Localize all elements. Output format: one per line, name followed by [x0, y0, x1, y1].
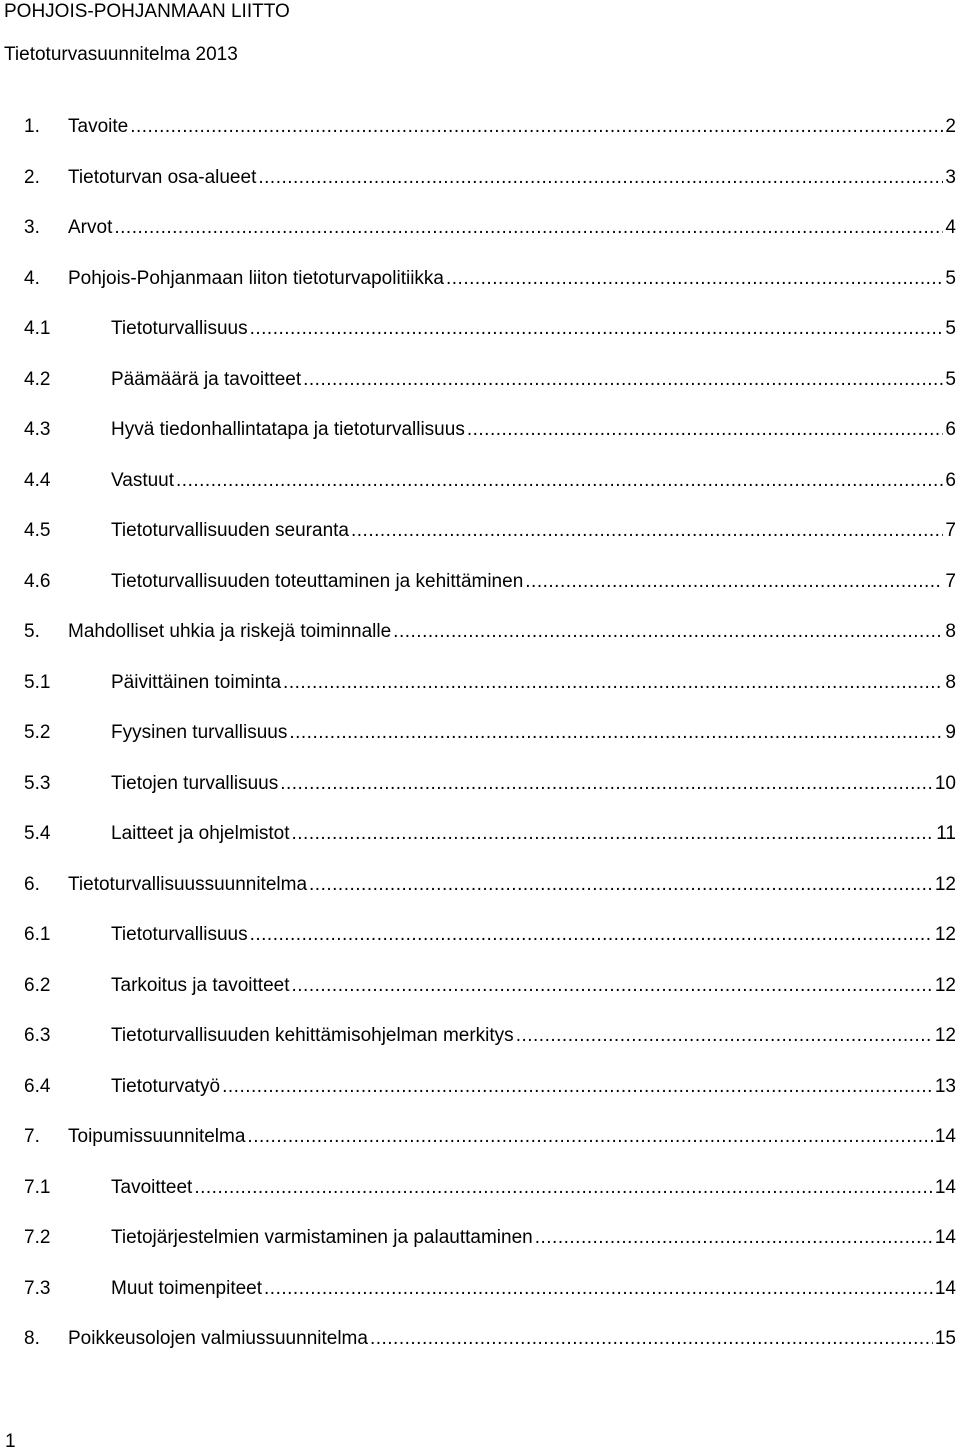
toc-entry-line	[111, 1277, 956, 1301]
toc-entry-number: 5.2	[24, 722, 51, 743]
toc-entry[interactable]	[0, 1024, 960, 1075]
toc-entry-page: 15	[934, 1328, 956, 1349]
toc-dot-leader	[292, 822, 935, 846]
toc-dot-leader	[250, 923, 933, 947]
toc-dot-leader	[467, 418, 944, 442]
toc-dot-leader	[303, 368, 943, 392]
toc-entry-page: 14	[934, 1176, 956, 1198]
toc-entry-page: 12	[934, 974, 956, 996]
toc-entry-page: 6	[945, 419, 956, 440]
toc-dot-leader	[250, 317, 944, 341]
toc-entry-title[interactable]: Toipumissuunnitelma	[68, 1126, 246, 1147]
toc-entry-number: 4.4	[24, 469, 51, 491]
toc-entry-title[interactable]: Tietoturvallisuuden toteuttaminen ja kehittäminen	[111, 570, 524, 592]
toc-entry-number: 2.	[24, 166, 40, 188]
toc-entry[interactable]	[0, 1226, 960, 1277]
toc-entry-title[interactable]: Hyvä tiedonhallintatapa ja tietoturvallisuus	[111, 419, 465, 440]
toc-entry-line	[111, 570, 956, 594]
table-of-contents	[0, 115, 960, 1378]
toc-entry-line	[111, 721, 956, 745]
toc-entry-line	[68, 620, 956, 644]
toc-dot-leader	[283, 671, 943, 695]
toc-entry-line	[68, 115, 956, 139]
toc-entry-number: 5.3	[24, 772, 51, 794]
toc-entry-page: 3	[945, 166, 956, 188]
toc-entry-title[interactable]: Tietoturvallisuus	[111, 924, 248, 945]
toc-entry-page: 14	[934, 1227, 956, 1248]
toc-entry-page: 10	[934, 772, 956, 794]
toc-entry-line	[68, 166, 956, 190]
toc-entry-number: 6.1	[24, 924, 51, 945]
toc-entry-line	[68, 873, 956, 897]
toc-entry-number: 4.1	[24, 318, 51, 339]
toc-entry[interactable]	[0, 469, 960, 520]
toc-dot-leader	[176, 469, 943, 493]
toc-entry-title[interactable]: Vastuut	[111, 469, 175, 491]
toc-entry-page: 5	[945, 267, 956, 289]
toc-entry[interactable]	[0, 166, 960, 217]
toc-dot-leader	[370, 1327, 933, 1351]
toc-entry-number: 4.3	[24, 419, 51, 440]
toc-entry[interactable]	[0, 317, 960, 368]
toc-entry-page: 5	[945, 318, 956, 339]
toc-entry-title[interactable]: Päivittäinen toiminta	[111, 671, 282, 693]
toc-dot-leader	[289, 721, 943, 745]
toc-entry-line	[68, 216, 956, 240]
toc-entry-number: 4.5	[24, 520, 51, 541]
document-title: Tietoturvasuunnitelma 2013	[4, 44, 238, 65]
toc-entry-line	[111, 469, 956, 493]
toc-dot-leader	[525, 570, 943, 594]
toc-dot-leader	[194, 1176, 933, 1200]
toc-entry-page: 13	[934, 1075, 956, 1097]
toc-entry-page: 12	[934, 873, 956, 895]
toc-entry-page: 14	[934, 1126, 956, 1147]
toc-dot-leader	[309, 873, 933, 897]
toc-entry[interactable]	[0, 721, 960, 772]
toc-dot-leader	[280, 772, 933, 796]
toc-entry-line	[68, 1125, 956, 1149]
toc-dot-leader	[130, 115, 943, 139]
toc-entry-title[interactable]: Tarkoitus ja tavoitteet	[111, 974, 290, 996]
toc-entry-title[interactable]: Poikkeusolojen valmiussuunnitelma	[68, 1328, 368, 1349]
toc-entry-line	[111, 368, 956, 392]
toc-dot-leader	[247, 1125, 932, 1149]
toc-entry[interactable]	[0, 1125, 960, 1176]
toc-entry-title[interactable]: Fyysinen turvallisuus	[111, 722, 288, 743]
toc-entry[interactable]	[0, 1277, 960, 1328]
toc-entry-line	[111, 418, 956, 442]
toc-entry[interactable]	[0, 974, 960, 1025]
toc-entry[interactable]	[0, 620, 960, 671]
toc-dot-leader	[535, 1226, 933, 1250]
toc-entry-page: 9	[945, 722, 956, 743]
toc-dot-leader	[222, 1075, 933, 1099]
toc-entry-page: 5	[945, 368, 956, 390]
toc-entry[interactable]	[0, 267, 960, 318]
toc-entry-number: 4.	[24, 267, 40, 289]
toc-entry-number: 3.	[24, 217, 40, 238]
toc-entry[interactable]	[0, 1327, 960, 1378]
toc-entry-number: 5.	[24, 621, 40, 642]
toc-entry-page: 7	[945, 520, 956, 541]
toc-entry[interactable]	[0, 671, 960, 722]
toc-entry-page: 6	[945, 469, 956, 491]
page-number: 1	[5, 1431, 16, 1452]
toc-entry-line	[111, 671, 956, 695]
toc-entry-number: 7.	[24, 1126, 40, 1147]
toc-entry-page: 7	[945, 570, 956, 592]
toc-entry-title[interactable]: Tietoturvallisuussuunnitelma	[68, 873, 308, 895]
toc-entry-number: 6.2	[24, 974, 51, 996]
toc-dot-leader	[351, 519, 943, 543]
toc-entry-number: 6.3	[24, 1025, 51, 1046]
toc-entry-line	[111, 1226, 956, 1250]
toc-entry-line	[111, 974, 956, 998]
toc-entry-number: 6.4	[24, 1075, 51, 1097]
toc-entry-page: 12	[934, 924, 956, 945]
toc-entry-line	[111, 519, 956, 543]
toc-entry[interactable]	[0, 822, 960, 873]
toc-entry-title[interactable]: Tietojen turvallisuus	[111, 772, 279, 794]
toc-entry-number: 5.4	[24, 823, 51, 844]
toc-entry-number: 1.	[24, 116, 40, 137]
toc-entry-title[interactable]: Tietojärjestelmien varmistaminen ja palauttaminen	[111, 1227, 533, 1248]
toc-entry-page: 11	[936, 823, 956, 844]
toc-dot-leader	[264, 1277, 933, 1301]
toc-dot-leader	[516, 1024, 933, 1048]
toc-entry-line	[68, 1327, 956, 1351]
toc-entry-line	[111, 822, 956, 846]
toc-entry-line	[68, 267, 956, 291]
toc-entry-title[interactable]: Tietoturvallisuuden kehittämisohjelman merkitys	[111, 1025, 514, 1046]
toc-entry-number: 7.1	[24, 1176, 51, 1198]
toc-entry-page: 2	[945, 116, 956, 137]
toc-entry-title[interactable]: Tavoitteet	[111, 1176, 193, 1198]
toc-entry[interactable]	[0, 216, 960, 267]
toc-entry-title[interactable]: Tavoite	[68, 116, 129, 137]
toc-entry-number: 4.6	[24, 570, 51, 592]
toc-entry-page: 8	[945, 671, 956, 693]
toc-dot-leader	[291, 974, 932, 998]
toc-entry[interactable]	[0, 923, 960, 974]
toc-entry[interactable]	[0, 772, 960, 823]
toc-entry-number: 7.2	[24, 1227, 51, 1248]
toc-entry-page: 12	[934, 1025, 956, 1046]
toc-entry-line	[111, 1075, 956, 1099]
toc-entry[interactable]	[0, 1176, 960, 1227]
toc-entry-number: 5.1	[24, 671, 51, 693]
toc-entry-title[interactable]: Arvot	[68, 217, 113, 238]
toc-entry[interactable]	[0, 519, 960, 570]
toc-entry[interactable]	[0, 368, 960, 419]
toc-entry-number: 8.	[24, 1328, 40, 1349]
toc-entry-title[interactable]: Tietoturvallisuus	[111, 318, 248, 339]
toc-entry-title[interactable]: Tietoturvatyö	[111, 1075, 221, 1097]
toc-entry-line	[111, 772, 956, 796]
toc-dot-leader	[258, 166, 943, 190]
toc-dot-leader	[446, 267, 943, 291]
toc-entry-line	[111, 317, 956, 341]
toc-entry-title[interactable]: Mahdolliset uhkia ja riskejä toiminnalle	[68, 621, 392, 642]
toc-entry-number: 6.	[24, 873, 40, 895]
toc-entry-title[interactable]: Muut toimenpiteet	[111, 1277, 263, 1299]
toc-entry-line	[111, 1024, 956, 1048]
toc-entry-number: 7.3	[24, 1277, 51, 1299]
toc-entry[interactable]	[0, 418, 960, 469]
toc-entry-page: 4	[945, 217, 956, 238]
organization-name: POHJOIS-POHJANMAAN LIITTO	[4, 1, 290, 22]
toc-entry-line	[111, 923, 956, 947]
toc-entry-title[interactable]: Tietoturvallisuuden seuranta	[111, 520, 349, 541]
toc-entry-title[interactable]: Pohjois-Pohjanmaan liiton tietoturvapolitiikka	[68, 267, 444, 289]
toc-entry-page: 8	[945, 621, 956, 642]
toc-entry-line	[111, 1176, 956, 1200]
toc-entry[interactable]	[0, 873, 960, 924]
toc-entry-title[interactable]: Päämäärä ja tavoitteet	[111, 368, 302, 390]
toc-entry[interactable]	[0, 570, 960, 621]
toc-entry-page: 14	[934, 1277, 956, 1299]
toc-dot-leader	[393, 620, 943, 644]
toc-dot-leader	[114, 216, 943, 240]
toc-entry-number: 4.2	[24, 368, 51, 390]
toc-entry-title[interactable]: Laitteet ja ohjelmistot	[111, 823, 290, 844]
toc-entry-title[interactable]: Tietoturvan osa-alueet	[68, 166, 257, 188]
toc-entry[interactable]	[0, 115, 960, 166]
toc-entry[interactable]	[0, 1075, 960, 1126]
